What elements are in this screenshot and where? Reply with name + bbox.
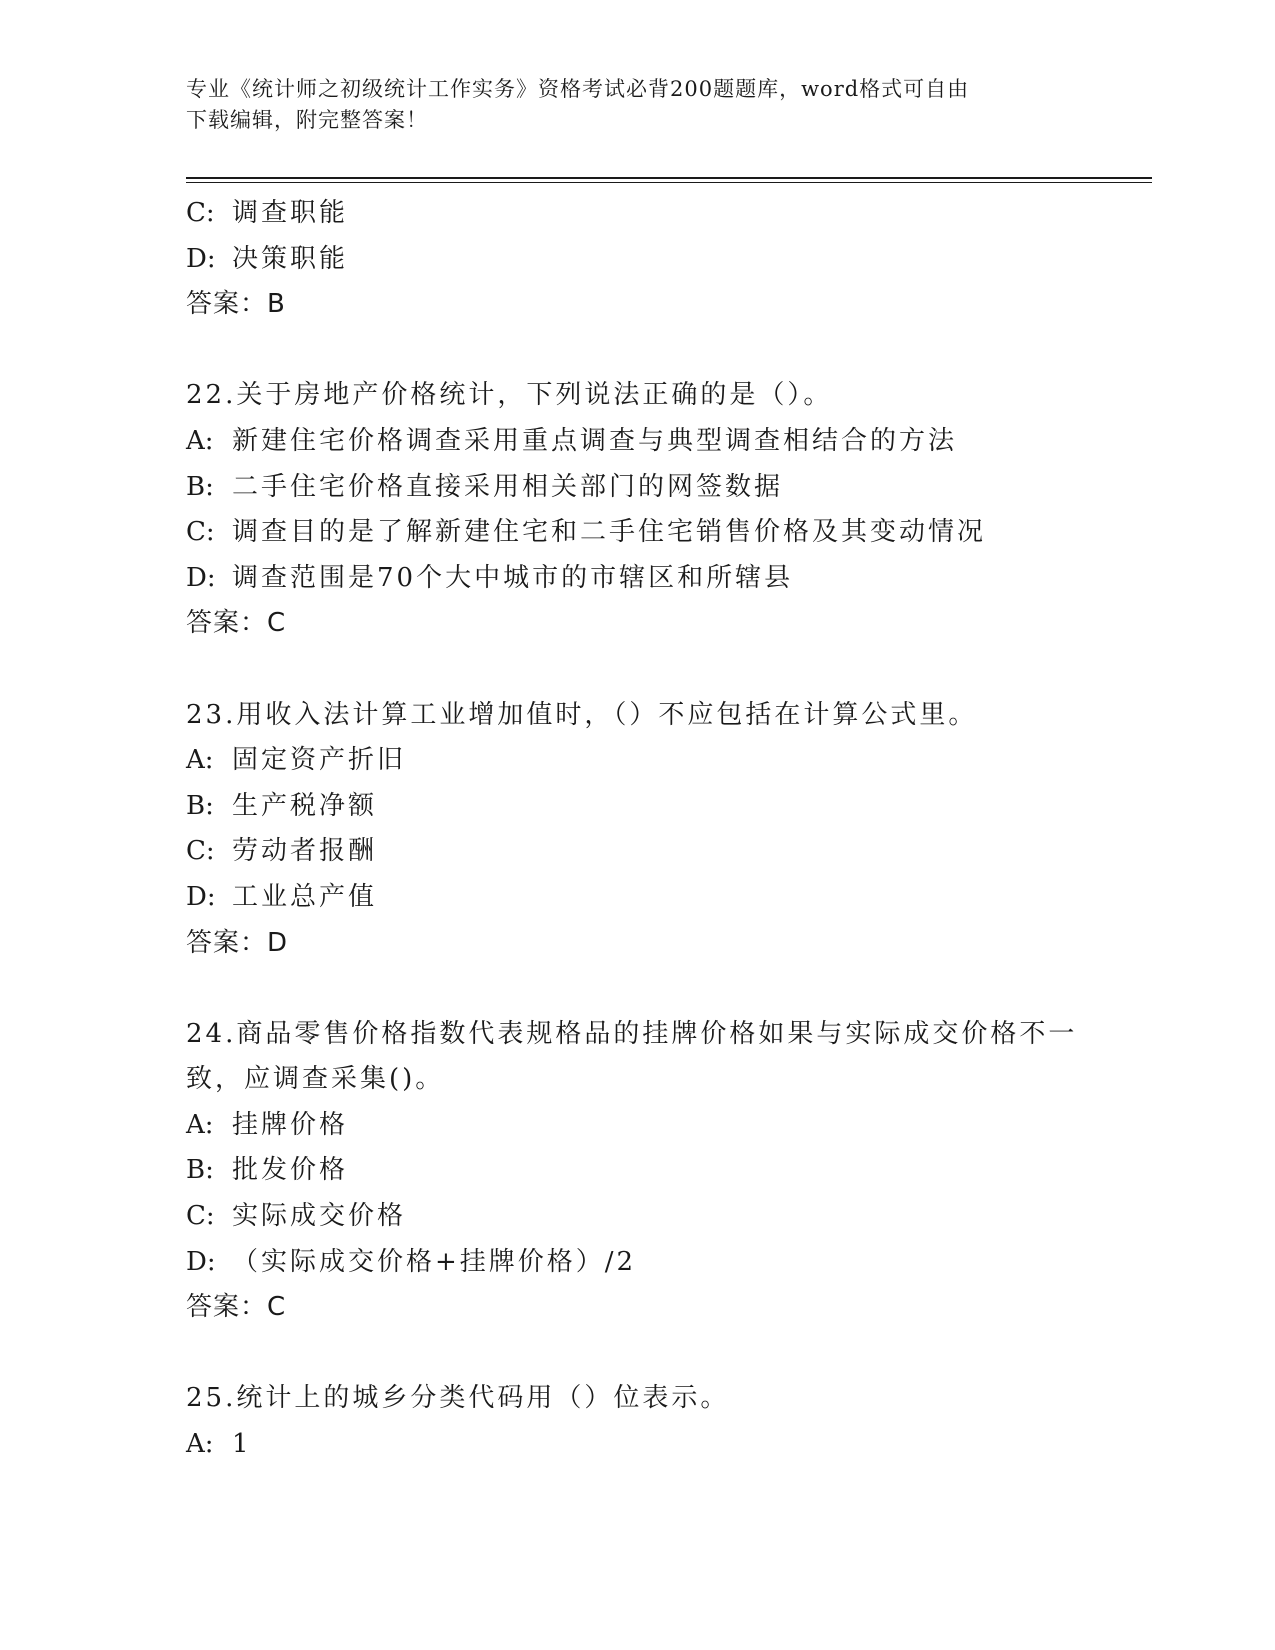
option-c — [186, 1194, 1152, 1240]
option-label: C: — [186, 517, 215, 548]
spacer — [186, 647, 1152, 693]
option-text: 调查范围是70个大中城市的市辖区和所辖县 — [232, 562, 794, 593]
option-text: 新建住宅价格调查采用重点调查与典型调查相结合的方法 — [232, 425, 958, 456]
answer-line: 答案：B — [186, 289, 286, 320]
spacer — [186, 1331, 1152, 1377]
option-text: 1 — [232, 1429, 252, 1460]
answer-line: 答案：C — [186, 608, 287, 639]
option-label: D: — [186, 243, 216, 274]
header-line-1: 专业《统计师之初级统计工作实务》资格考试必背200题题库，word格式可自由 — [186, 77, 970, 101]
document-header — [186, 74, 1086, 136]
option-label: C: — [186, 198, 215, 228]
option-label: B: — [186, 1155, 214, 1186]
option-label: A: — [186, 1109, 214, 1140]
option-label: D: — [186, 881, 216, 912]
option-text: 固定资产折旧 — [232, 745, 407, 776]
option-label: A: — [186, 1429, 214, 1460]
option-c — [186, 510, 1152, 556]
option-text: 劳动者报酬 — [232, 836, 378, 867]
question-stem: 24.商品零售价格指数代表规格品的挂牌价格如果与实际成交价格不一 — [186, 1018, 1078, 1049]
spacer — [186, 966, 1152, 1012]
header-line-2: 下载编辑，附完整答案！ — [186, 108, 428, 132]
option-label: A: — [186, 745, 214, 776]
option-d — [186, 875, 1152, 921]
option-label: C: — [186, 1201, 215, 1232]
option-label: A: — [186, 425, 214, 456]
option-label: C: — [186, 836, 215, 867]
option-text: 调查职能 — [232, 198, 349, 228]
option-text: 决策职能 — [232, 243, 349, 274]
spacer — [186, 328, 1152, 374]
question-stem-continued: 致，应调查采集()。 — [186, 1064, 445, 1095]
header-divider-thin — [186, 182, 1152, 183]
option-label: D: — [186, 1246, 216, 1277]
option-a — [186, 1103, 1152, 1149]
option-a — [186, 1422, 1152, 1468]
option-d — [186, 1240, 1152, 1286]
option-a — [186, 738, 1152, 784]
option-b — [186, 1148, 1152, 1194]
option-text: 调查目的是了解新建住宅和二手住宅销售价格及其变动情况 — [232, 517, 987, 548]
question-stem: 25.统计上的城乡分类代码用（）位表示。 — [186, 1383, 730, 1414]
option-a — [186, 419, 1152, 465]
option-label: B: — [186, 790, 214, 821]
option-c — [186, 829, 1152, 875]
option-label: B: — [186, 471, 214, 502]
option-text: 二手住宅价格直接采用相关部门的网签数据 — [232, 471, 784, 502]
option-text: 生产税净额 — [232, 790, 378, 821]
option-d — [186, 237, 1152, 283]
answer-line: 答案：C — [186, 1292, 287, 1323]
option-b — [186, 465, 1152, 511]
option-text: （实际成交价格+挂牌价格）/2 — [232, 1246, 637, 1277]
question-list — [186, 191, 1152, 1468]
answer-line: 答案：D — [186, 927, 289, 958]
option-d — [186, 556, 1152, 602]
option-text: 实际成交价格 — [232, 1201, 407, 1232]
option-label: D: — [186, 562, 216, 593]
option-b — [186, 784, 1152, 830]
question-stem: 23.用收入法计算工业增加值时，（）不应包括在计算公式里。 — [186, 699, 978, 730]
option-text: 工业总产值 — [232, 881, 378, 912]
option-text: 挂牌价格 — [232, 1109, 349, 1140]
header-divider-thick — [186, 177, 1152, 179]
question-stem: 22.关于房地产价格统计，下列说法正确的是（）。 — [186, 380, 833, 411]
option-text: 批发价格 — [232, 1155, 349, 1186]
option-c — [186, 191, 1152, 237]
